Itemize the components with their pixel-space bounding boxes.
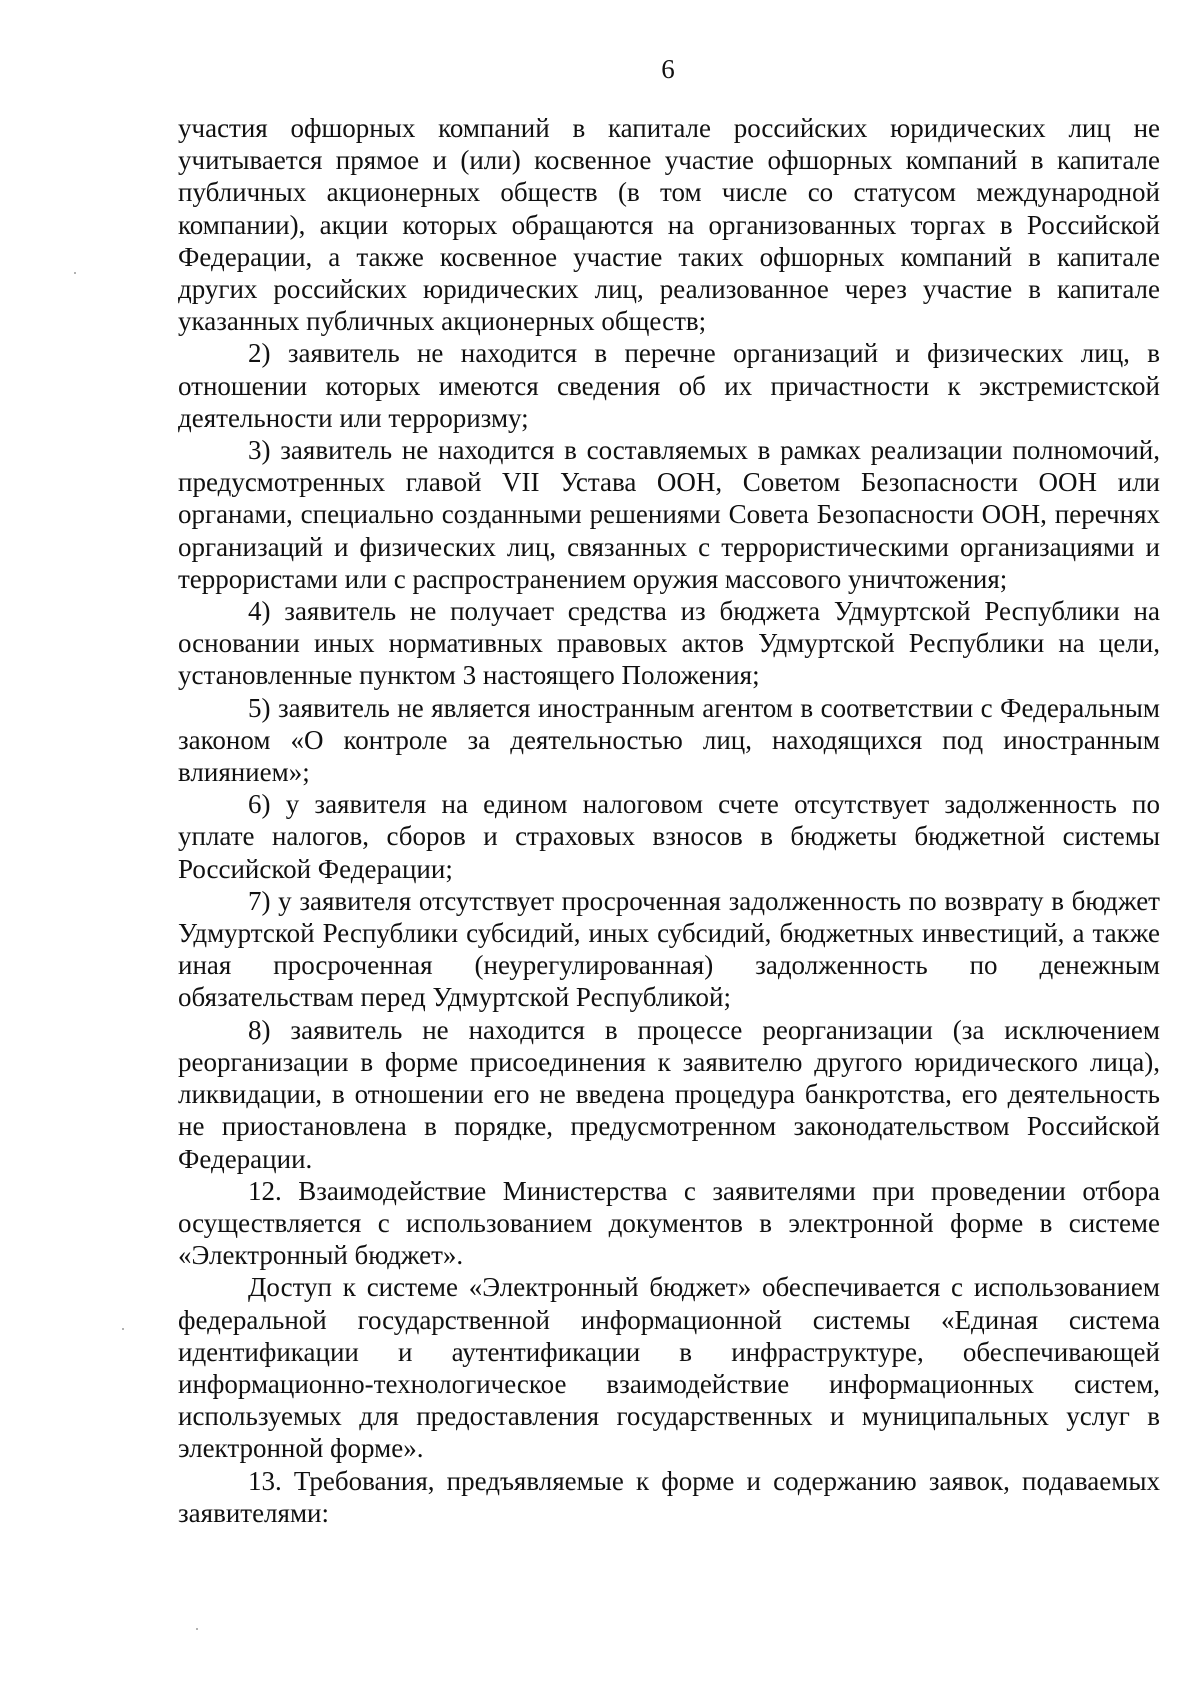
- scan-speck: [122, 1328, 124, 1330]
- document-body: [178, 112, 1160, 1529]
- paragraph-system-access: Доступ к системе «Электронный бюджет» обеспечивается с использованием федеральной государственной информационной системы «Единая система идентификации и аутентификации в инфраструктуре, обеспечивающей информационно-технологическое взаимодействие информационных систем, используемых для предоставления государственных и муниципальных услуг в электронной форме».: [178, 1272, 1160, 1464]
- paragraph-item-5: 5) заявитель не является иностранным агентом в соответствии с Федеральным законом «О контроле за деятельностью лиц, находящихся под иностранным влиянием»;: [178, 692, 1160, 788]
- paragraph-item-7: 7) у заявителя отсутствует просроченная задолженность по возврату в бюджет Удмуртской Республики субсидий, иных субсидий, бюджетных инвестиций, а также иная просроченная (неурегулированная) задолженность по денежным обязательствам перед Удмуртской Республикой;: [178, 885, 1160, 1013]
- paragraph-item-4: 4) заявитель не получает средства из бюджета Удмуртской Республики на основании иных нормативных правовых актов Удмуртской Республики на цели, установленные пунктом 3 настоящего Положения;: [178, 596, 1160, 691]
- paragraph-offshore-participation: участия офшорных компаний в капитале российских юридических лиц не учитывается прямое и (или) косвенное участие офшорных компаний в капитале публичных акционерных обществ (в том числе со статусом международной компании), акции которых обращаются на организованных торгах в Российской Федерации, а также косвенное участие таких офшорных компаний в капитале других российских юридических лиц, реализованное через участие в капитале указанных публичных акционерных обществ;: [178, 113, 1160, 337]
- paragraph-clause-13: 13. Требования, предъявляемые к форме и содержанию заявок, подаваемых заявителями:: [178, 1465, 1160, 1528]
- scan-speck: [74, 272, 76, 274]
- paragraph-item-3: 3) заявитель не находится в составляемых в рамках реализации полномочий, предусмотренных главой VII Устава ООН, Советом Безопасности ООН или органами, специально созданными решениями Совета Безопасности ООН, перечнях организаций и физических лиц, связанных с террористическими организациями и террористами или с распространением оружия массового уничтожения;: [178, 435, 1160, 594]
- paragraph-item-6: 6) у заявителя на едином налоговом счете отсутствует задолженность по уплате налогов, сборов и страховых взносов в бюджеты бюджетной системы Российской Федерации;: [178, 789, 1160, 884]
- page-number: 6: [661, 54, 675, 84]
- paragraph-item-2: 2) заявитель не находится в перечне организаций и физических лиц, в отношении которых имеются сведения об их причастности к экстремистской деятельности или терроризму;: [178, 338, 1160, 433]
- paragraph-clause-12: 12. Взаимодействие Министерства с заявителями при проведении отбора осуществляется с использованием документов в электронной форме в системе «Электронный бюджет».: [178, 1175, 1160, 1271]
- scan-speck: [196, 1628, 198, 1630]
- paragraph-item-8: 8) заявитель не находится в процессе реорганизации (за исключением реорганизации в форме присоединения к заявителю другого юридического лица), ликвидации, в отношении его не введена процедура банкротства, его деятельность не приостановлена в порядке, предусмотренном законодательством Российской Федерации.: [178, 1014, 1160, 1174]
